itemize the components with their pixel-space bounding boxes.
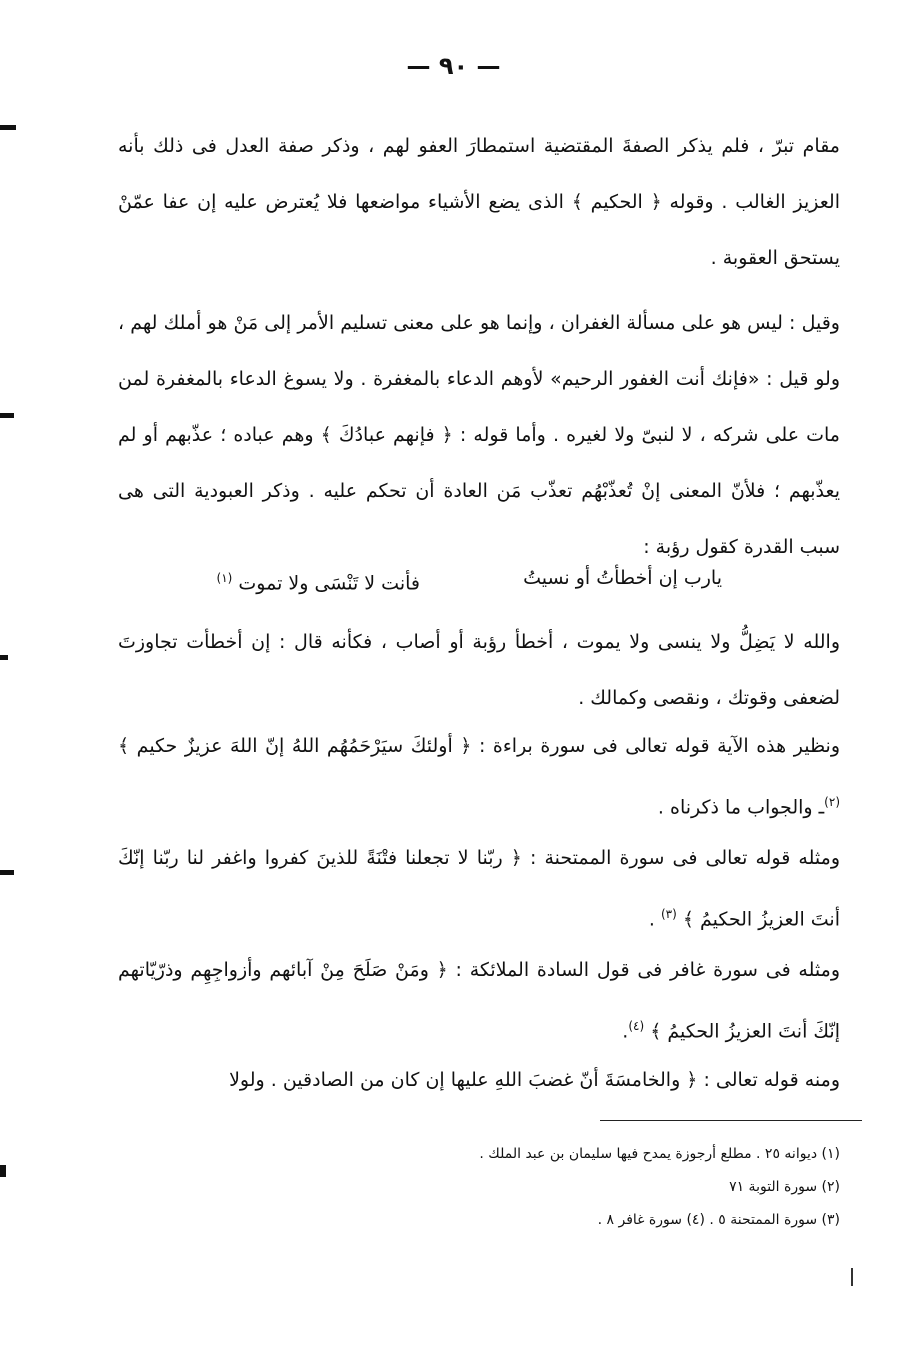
footnote-1: (١) ديوانه ٢٥ . مطلع أرجوزة يمدح فيها سليمان بن عبد الملك .: [479, 1146, 840, 1162]
verse-hemistich-2-text: فأنت لا تَنْسَى ولا تموت: [238, 572, 420, 595]
footnote-2: (٢) سورة التوبة ٧١: [729, 1179, 840, 1195]
footnote-3-4: (٣) سورة الممتحنة ٥ . (٤) سورة غافر ٨ .: [597, 1212, 840, 1228]
footnote-ref-1: (١): [216, 571, 233, 585]
footnotes: [360, 1138, 840, 1237]
paragraph-4: [118, 718, 840, 835]
paragraph-6-text: ومثله فى سورة غافر فى قول السادة الملائكة : ﴿ ومَنْ صَلَحَ مِنْ آبائهم وأزواجِهِم وذرّيّاتهم إنّكَ أنتَ العزيزُ الحكيمُ ﴾: [118, 959, 840, 1043]
scan-mark: [0, 655, 8, 660]
paragraph-7: ومنه قوله تعالى : ﴿ والخامسَةَ أنّ غضبَ اللهِ عليها إن كان من الصادقين . ولولا: [229, 1069, 840, 1091]
paragraph-3: والله لا يَضِلُّ ولا ينسى ولا يموت ، أخطأ رؤبة أو أصاب ، فكأنه قال : إن أخطأت تجاوزتَ لضعفى وقوتك ، ونقصى وكمالك .: [118, 631, 840, 709]
paragraph-5-text: ومثله قوله تعالى فى سورة الممتحنة : ﴿ ربّنا لا تجعلنا فتْنَةً للذينَ كفروا واغفر لنا ربّنا إنّكَ أنتَ العزيزُ الحكيمُ ﴾: [118, 847, 840, 931]
paragraph-4-tail: ـ والجواب ما ذكرناه .: [657, 796, 825, 819]
scan-mark: [0, 125, 16, 130]
verse-hemistich-2: [217, 558, 420, 603]
paragraph-6: [118, 942, 840, 1059]
footnote-ref-3: (٣): [660, 907, 677, 921]
footnote-ref-2: (٢): [824, 795, 840, 809]
paragraph-5: [118, 830, 840, 947]
paragraph-1: مقام تبرّ ، فلم يذكر الصفةَ المقتضية استمطارَ العفو لهم ، وذكر صفة العدل فى ذلك بأنه العزيز الغالب . وقوله ﴿ الحكيم ﴾ الذى يضع الأشياء مواضعها فلا يُعترض عليه إن عفا عمّنْ يستحق العقوبة .: [118, 135, 840, 269]
scan-mark: [0, 1165, 6, 1177]
scan-speck: [851, 1268, 853, 1286]
footnote-ref-4: (٤): [628, 1019, 645, 1033]
paragraph-2: وقيل : ليس هو على مسألة الغفران ، وإنما هو على معنى تسليم الأمر إلى مَنْ هو أملك لهم ، ولو قيل : «فإنك أنت الغفور الرحيم» لأوهم الدعاء بالمغفرة . ولا يسوغ الدعاء بالمغفرة لمن مات على شركه ، لا لنبىّ ولا لغيره . وأما قوله : ﴿ فإنهم عبادُكَ ﴾ وهم عباده ؛ عذّبهم أو لم يعذّبهم ؛ فلأنّ المعنى إنْ تُعذّبْهُم تعذّب مَن العادة أن تحكم عليه . وذكر العبودية التى هى سبب القدرة كقول رؤبة :: [118, 312, 840, 558]
verse-hemistich-1: يارب إن أخطأتُ أو نسيتُ: [523, 567, 722, 589]
page-number: — ٩٠ —: [406, 52, 501, 80]
paragraph-5-tail: .: [648, 908, 661, 931]
scan-mark: [0, 870, 14, 875]
footnote-separator: [600, 1120, 862, 1121]
paragraph-4-text: ونظير هذه الآية قوله تعالى فى سورة براءة : ﴿ أولئكَ سيَرْحَمُهُم اللهُ إنّ اللهَ عزيزٌ حكيم ﴾: [118, 735, 840, 757]
paragraph-6-tail: .: [622, 1020, 629, 1043]
scan-mark: [0, 413, 14, 418]
